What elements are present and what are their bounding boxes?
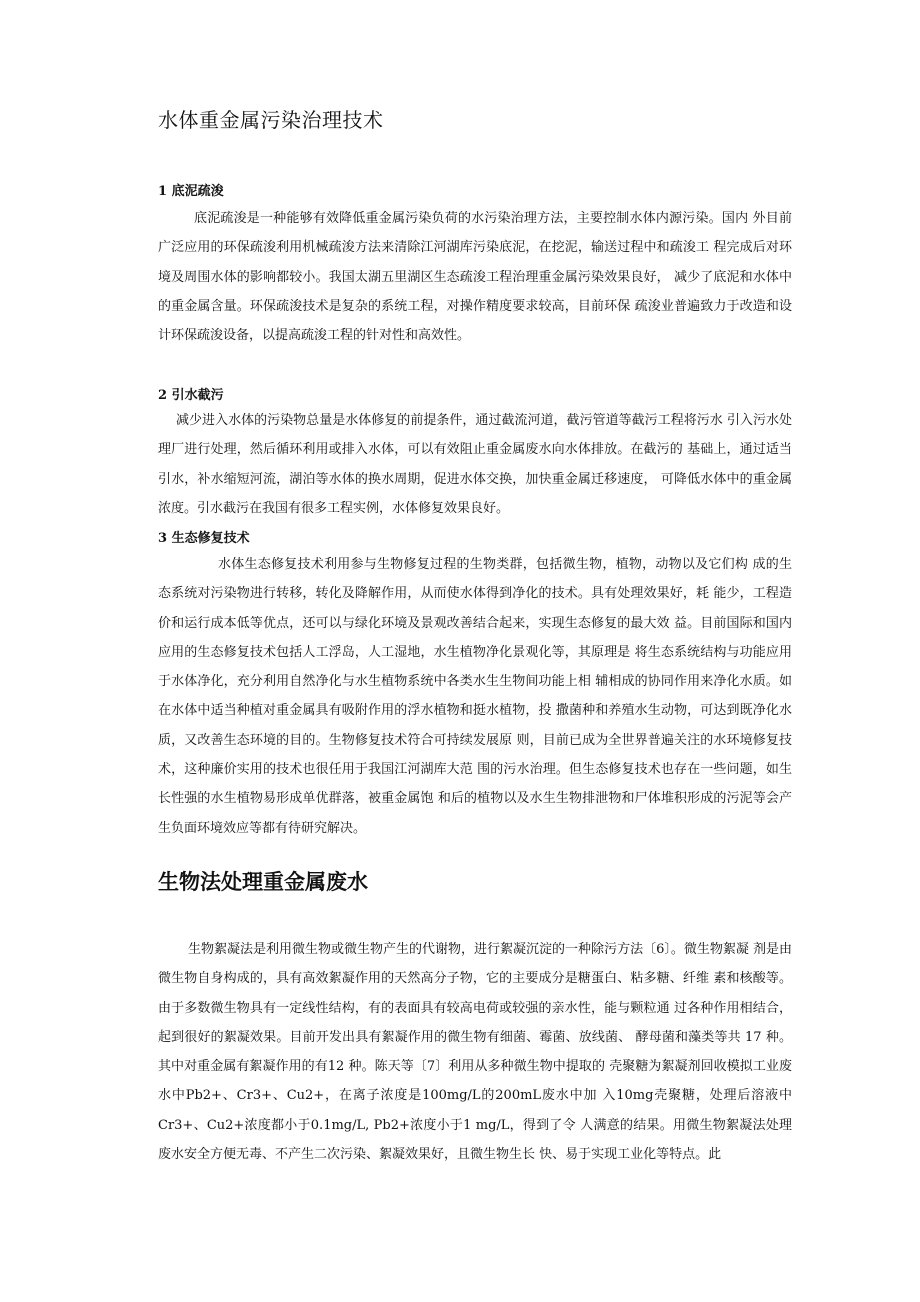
section-body-diversion: 减少进入水体的污染物总量是水体修复的前提条件，通过截流河道，截污管道等截污工程将污水 引入污水处理厂进行处理，然后循环利用或排入水体，可以有效阻止重金属废水向水体排放。在截污的 基础上，通过适当引水，补水缩短河流，湖泊等水体的换水周期，促进水体交换，加快重金属迁移速度， 可降低水体中的重金属浓度。引水截污在我国有很多工程实例，水体修复效果良好。 xyxy=(158,413,792,516)
section-heading-dredging: 1 底泥疏浚 xyxy=(158,184,224,199)
second-title: 生物法处理重金属废水 xyxy=(158,870,368,894)
document-title: 水体重金属污染治理技术 xyxy=(158,108,384,132)
section-heading-eco-restoration: 3 生态修复技术 xyxy=(158,531,250,546)
section-body-dredging: 底泥疏浚是一种能够有效降低重金属污染负荷的水污染治理方法，主要控制水体内源污染。国内 外目前广泛应用的环保疏浚利用机械疏浚方法来清除江河湖库污染底泥，在挖泥，输送过程中和疏浚工 程完成后对环境及周围水体的影响都较小。我国太湖五里湖区生态疏浚工程治理重金属污染效果良好， 减少了底泥和水体中的重金属含量。环保疏浚技术是复杂的系统工程，对操作精度要求较高，目前环保 疏浚业普遍致力于改造和设计环保疏浚设备，以提高疏浚工程的针对性和高效性。 xyxy=(158,211,792,344)
section-body-eco-restoration: 水体生态修复技术利用参与生物修复过程的生物类群，包括微生物，植物，动物以及它们构 成的生态系统对污染物进行转移，转化及降解作用，从而使水体得到净化的技术。具有处理效果好，耗 能少，工程造价和运行成本低等优点，还可以与绿化环境及景观改善结合起来，实现生态修复的最大效 益。目前国际和国内应用的生态修复技术包括人工浮岛，人工湿地，水生植物净化景观化等，其原理是 将生态系统结构与功能应用于水体净化，充分利用自然净化与水生植物系统中各类水生生物间功能上相 辅相成的协同作用来净化水质。如在水体中适当种植对重金属具有吸附作用的浮水植物和挺水植物，投 撒菌种和养殖水生动物，可达到既净化水质，又改善生态环境的目的。生物修复技术符合可持续发展原 则，目前已成为全世界普遍关注的水环境修复技术，这种廉价实用的技术也很任用于我国江河湖库大范 围的污水治理。但生态修复技术也存在一些问题，如生长性强的水生植物易形成单优群落，被重金属饱 和后的植物以及水生生物排泄物和尸体堆积形成的污泥等会产生负面环境效应等都有待研究解决。 xyxy=(158,557,792,836)
bioflocculation-paragraph: 生物絮凝法是利用微生物或微生物产生的代谢物，进行絮凝沉淀的一种除污方法〔6〕。微生物絮凝 剂是由微生物自身构成的，具有高效絮凝作用的天然高分子物，它的主要成分是糖蛋白、粘多糖、纤维 素和核酸等。由于多数微生物具有一定线性结构，有的表面具有较高电荷或较强的亲水性，能与颗粒通 过各种作用相结合，起到很好的絮凝效果。目前开发出具有絮凝作用的微生物有细菌、霉菌、放线菌、 酵母菌和藻类等共 17 种。其中对重金属有絮凝作用的有12 种。陈天等〔7〕利用从多种微生物中提取的 壳聚糖为絮凝剂回收模拟工业废水中Pb2+、Cr3+、Cu2+，在离子浓度是100mg/L的200mL废水中加 入10mg壳聚糖，处理后溶液中Cr3+、Cu2+浓度都小于0.1mg/L, Pb2+浓度小于1 mg/L，得到了令 人满意的结果。用微生物絮凝法处理废水安全方便无毒、不产生二次污染、絮凝效果好，且微生物生长 快、易于实现工业化等特点。此 xyxy=(158,942,792,1163)
section-heading-diversion: 2 引水截污 xyxy=(158,388,224,403)
